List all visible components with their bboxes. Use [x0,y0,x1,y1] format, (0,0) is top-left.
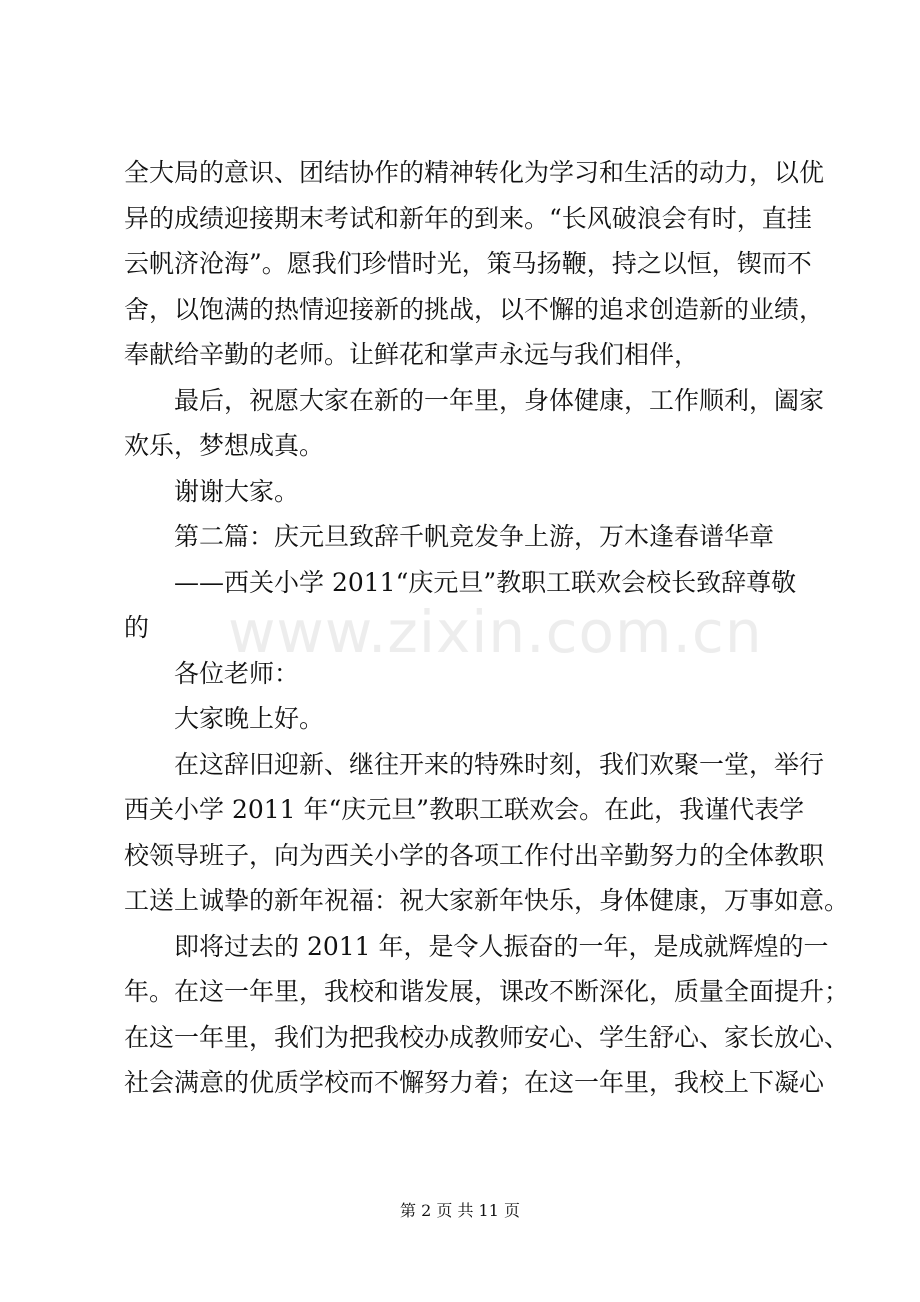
paragraph-closing-wishes [124,378,824,469]
section-heading [124,514,824,560]
watermark: www.zixin.com.cn [228,598,763,666]
text-line: 工送上诚挚的新年祝福：祝大家新年快乐，身体健康，万事如意。 [124,886,850,915]
salutation [124,651,824,697]
paragraph-continuation [124,150,824,378]
text-line: 全大局的意识、团结协作的精神转化为学习和生活的动力，以优 [124,158,825,187]
text-line: 在这辞旧迎新、继往开来的特殊时刻，我们欢聚一堂，举行 [174,749,825,779]
text-line: 欢乐，梦想成真。 [124,431,325,460]
text-line: 社会满意的优质学校而不懈努力着；在这一年里，我校上下凝心 [124,1068,825,1097]
text-line: 年。在这一年里，我校和谐发展，课改不断深化，质量全面提升； [124,977,850,1006]
paragraph-review [124,924,850,1106]
text-line: 云帆济沧海”。愿我们珍惜时光，策马扬鞭，持之以恒，锲而不 [124,249,812,278]
text-line: 舍，以饱满的热情迎接新的挑战，以不懈的追求创造新的业绩， [124,294,825,324]
text-line: 最后，祝愿大家在新的一年里，身体健康，工作顺利，阖家 [174,385,825,415]
text-line: 各位老师： [174,658,300,688]
section-subtitle [124,560,824,651]
text-line: ——西关小学 2011“庆元旦”教职工联欢会校长致辞尊敬 [174,567,797,597]
text-line: 谢谢大家。 [174,476,300,506]
greeting [124,696,824,742]
text-line: 的 [124,613,150,642]
text-line: 西关小学 2011 年“庆元旦”教职工联欢会。在此，我谨代表学 [124,795,805,824]
text-line: 即将过去的 2011 年，是令人振奋的一年，是成就辉煌的一 [174,931,829,961]
paragraph-opening [124,742,850,924]
text-line: 第二篇：庆元旦致辞千帆竞发争上游，万木逢春谱华章 [174,522,775,551]
text-line: 奉献给辛勤的老师。让鲜花和掌声永远与我们相伴， [124,340,700,369]
document-body [124,150,850,1106]
text-line: 大家晚上好。 [174,704,325,733]
text-line: 异的成绩迎接期末考试和新年的到来。“长风破浪会有时，直挂 [124,203,812,233]
text-line: 校领导班子，向为西关小学的各项工作付出辛勤努力的全体教职 [124,840,825,870]
text-line: 在这一年里，我们为把我校办成教师安心、学生舒心、家长放心、 [124,1022,850,1052]
paragraph-thanks [124,469,824,515]
page-footer: 第 2 页 共 11 页 [400,1201,520,1220]
